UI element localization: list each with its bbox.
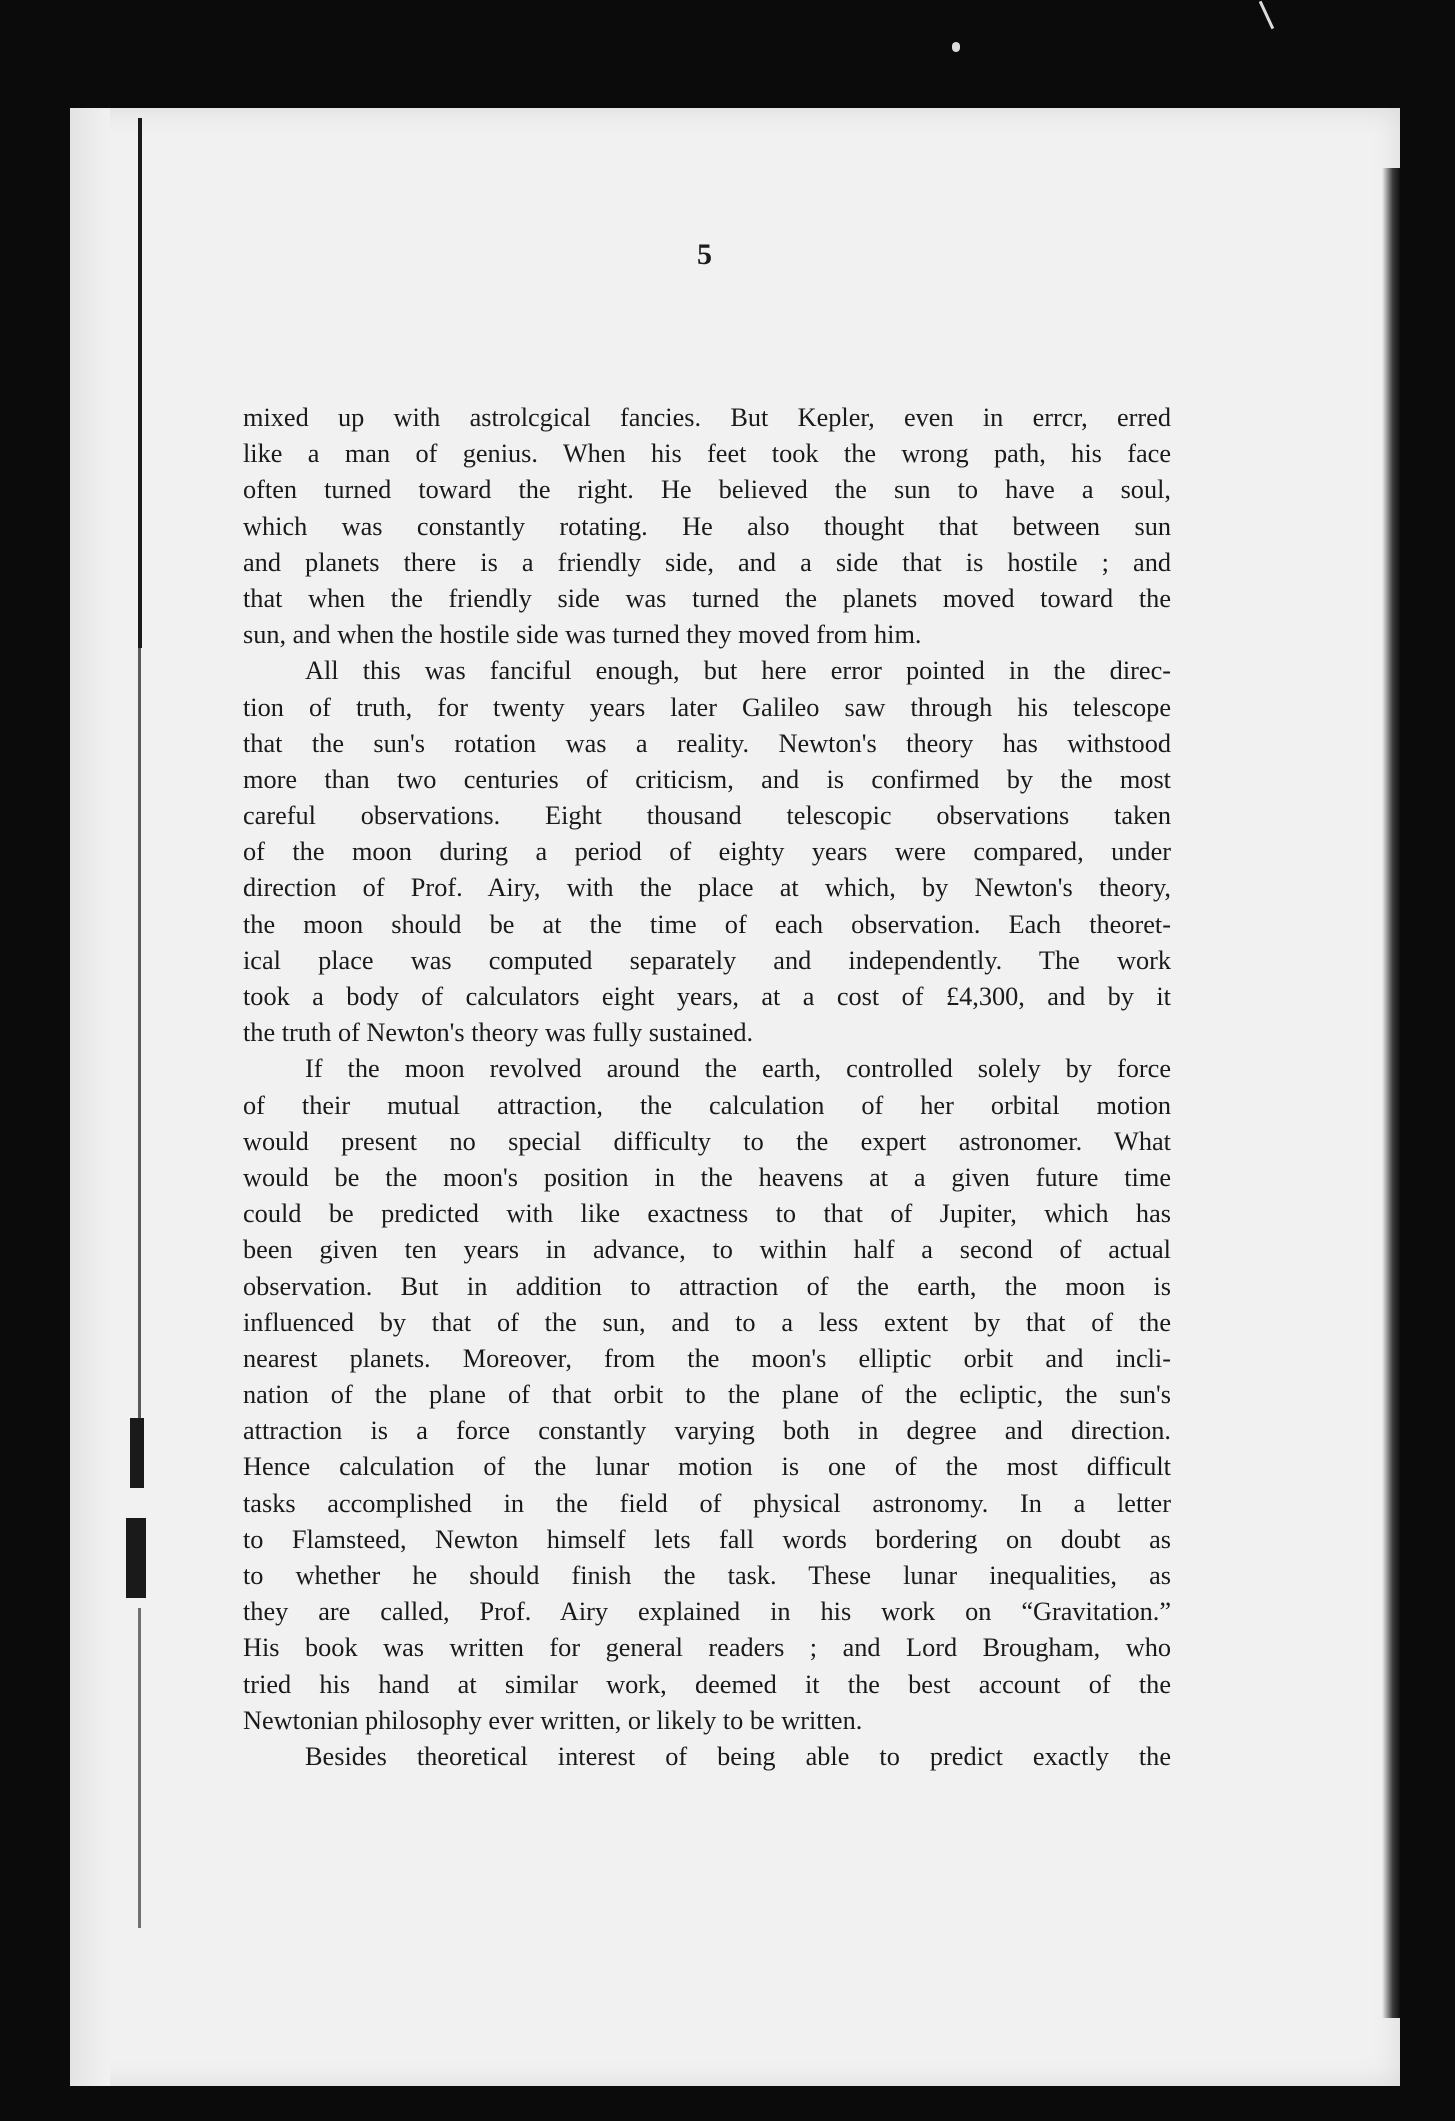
text-line: took a body of calculators eight years, at a cost of £4,300, and by it <box>243 982 1171 1011</box>
text-line: attraction is a force constantly varying both in degree and direction. <box>243 1416 1171 1446</box>
text-line: His book was written for general readers ; and Lord Brougham, who <box>243 1633 1171 1663</box>
text-line: which was constantly rotating. He also thought that between sun <box>243 511 1171 541</box>
text-line: would be the moon's position in the heavens at a given future time <box>243 1162 1171 1192</box>
text-line: and planets there is a friendly side, and a side that is hostile ; and <box>243 547 1171 577</box>
text-line: mixed up with astrolcgical fancies. But Kepler, even in errcr, erred <box>243 403 1171 432</box>
scan-dot <box>952 42 960 52</box>
binding-line <box>138 648 141 1468</box>
page-edge <box>70 108 110 2086</box>
page-number: 5 <box>697 238 713 271</box>
text-line: direction of Prof. Airy, with the place at which, by Newton's theory, <box>243 873 1171 903</box>
text-line: ical place was computed separately and independently. The work <box>243 945 1171 975</box>
text-line: tion of truth, for twenty years later Galileo saw through his telescope <box>243 692 1171 722</box>
text-line: tasks accomplished in the field of physical astronomy. In a letter <box>243 1488 1171 1518</box>
text-line: tried his hand at similar work, deemed it the best account of the <box>243 1669 1171 1699</box>
binding-mark <box>130 1418 144 1488</box>
text-line: to Flamsteed, Newton himself lets fall words bordering on doubt as <box>243 1524 1171 1554</box>
text-line: influenced by that of the sun, and to a less extent by that of the <box>243 1307 1171 1337</box>
text-line: nation of the plane of that orbit to the plane of the ecliptic, the sun's <box>243 1380 1171 1410</box>
text-line: would present no special difficulty to the expert astronomer. What <box>243 1126 1171 1156</box>
text-line: often turned toward the right. He believed the sun to have a soul, <box>243 475 1171 505</box>
text-line: observation. But in addition to attraction of the earth, the moon is <box>243 1271 1171 1301</box>
text-line: Hence calculation of the lunar motion is one of the most difficult <box>243 1452 1171 1482</box>
page-right-shadow <box>1382 168 1400 2018</box>
text-line: of the moon during a period of eighty years were compared, under <box>243 837 1171 867</box>
binding-line <box>138 118 142 648</box>
text-line: that when the friendly side was turned the planets moved toward the <box>243 583 1171 613</box>
text-line: could be predicted with like exactness to that of Jupiter, which has <box>243 1199 1171 1229</box>
text-line: like a man of genius. When his feet took the wrong path, his face <box>243 439 1171 469</box>
text-line: of their mutual attraction, the calculation of her orbital motion <box>243 1090 1171 1120</box>
text-line: that the sun's rotation was a reality. Newton's theory has withstood <box>243 728 1171 758</box>
text-line: Newtonian philosophy ever written, or likely to be written. <box>243 1705 863 1735</box>
text-line: careful observations. Eight thousand telescopic observations taken <box>243 801 1171 831</box>
text-line: nearest planets. Moreover, from the moon's elliptic orbit and incli- <box>243 1343 1171 1373</box>
text-line: more than two centuries of criticism, and is confirmed by the most <box>243 764 1171 794</box>
text-line: All this was fanciful enough, but here error pointed in the direc- <box>305 656 1171 686</box>
binding-mark <box>138 1608 141 1928</box>
text-line: the moon should be at the time of each observation. Each theoret- <box>243 909 1171 939</box>
text-line: they are called, Prof. Airy explained in his work on “Gravitation.” <box>243 1597 1171 1627</box>
text-line: to whether he should finish the task. These lunar inequalities, as <box>243 1561 1171 1590</box>
body-text <box>243 400 1171 1775</box>
text-line: If the moon revolved around the earth, controlled solely by force <box>305 1054 1171 1084</box>
text-line: the truth of Newton's theory was fully sustained. <box>243 1018 754 1048</box>
scan-corner-mark <box>1259 1 1274 29</box>
binding-mark <box>126 1518 146 1598</box>
text-line: Besides theoretical interest of being able to predict exactly the <box>305 1741 1171 1771</box>
text-line: been given ten years in advance, to within half a second of actual <box>243 1235 1171 1265</box>
text-line: sun, and when the hostile side was turned they moved from him. <box>243 620 922 650</box>
